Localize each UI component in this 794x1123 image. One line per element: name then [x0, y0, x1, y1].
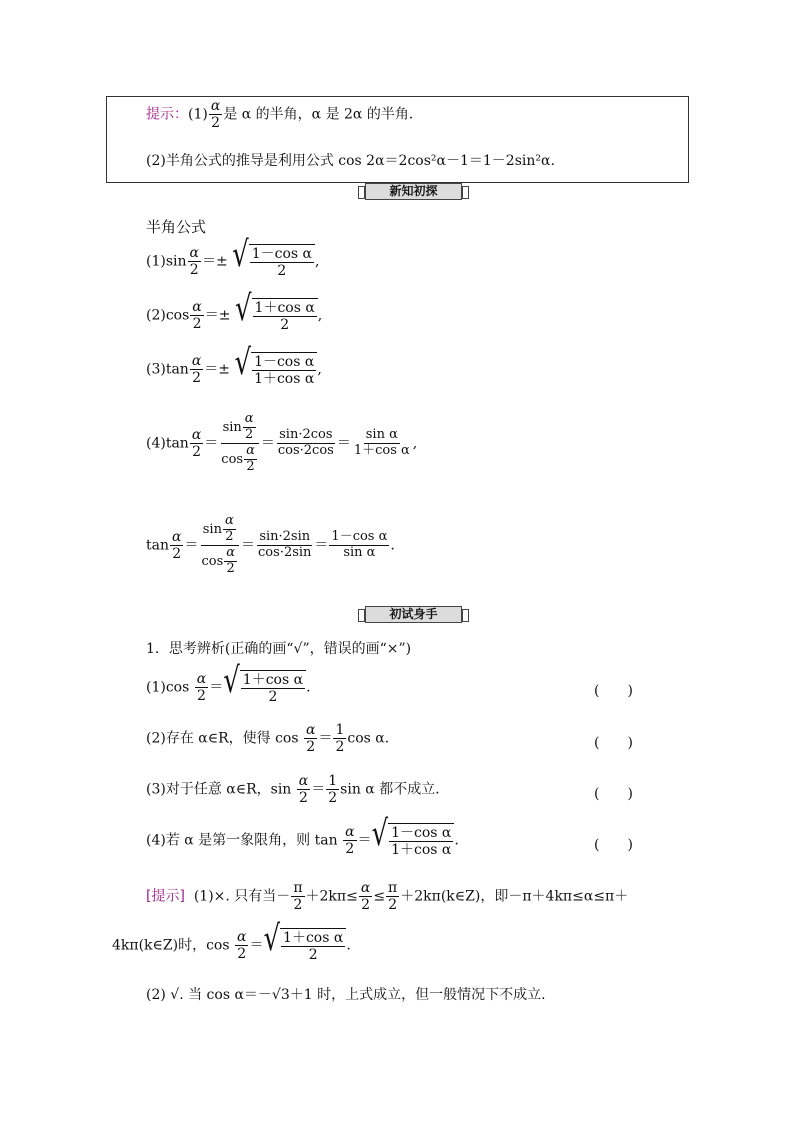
answer-blank-2[interactable]: ( ) — [594, 735, 633, 751]
answer-line-2: 4kπ(k∈Z)时，cos $\frac{\alpha}{2}$ ＝ √ $\frac{\text{1＋cos α}}{2}$ . — [112, 919, 351, 964]
section-banner-new-knowledge: 新知初探 — [365, 183, 462, 200]
sqrt-symbol: √ $\frac{\text{1－cos α}}{2}$ — [232, 244, 315, 279]
sqrt-symbol: √ $\frac{\text{1＋cos α}}{2}$ — [263, 928, 346, 963]
sqrt-symbol: √ $\frac{\text{1＋cos α}}{2}$ — [223, 670, 306, 705]
half-angle-fraction: $\frac{\alpha}{2}$ — [210, 98, 221, 132]
question-3: (3)对于任意 α∈R，sin $\frac{\alpha}{2}$ ＝ $\frac{1}{2}$ sin α 都不成立． — [146, 773, 450, 807]
formula-4: (4)tan $\frac{\alpha}{2}$ ＝ sin $\frac{\alpha}{2}$ cos $\frac{\alpha}{2}$ ＝ $\frac{\sin\cdot 2\cos}{\cos\cdot 2\cos}$ ＝ $\frac{\text{sin α}}{\text{1＋cos α}}$ , — [146, 411, 418, 474]
answer-blank-3[interactable]: ( ) — [594, 786, 633, 802]
question-4: (4)若 α 是第一象限角，则 tan $\frac{\alpha}{2}$ ＝ √ $\frac{\text{1－cos α}}{\text{1＋cos α}}$ . — [146, 814, 459, 859]
hint-line-2: (2)半角公式的推导是利用公式 cos 2α＝2cos²α－1＝1－2sin²α. — [146, 153, 555, 169]
formula-2: (2)cos $\frac{\alpha}{2}$ ＝± √ $\frac{\text{1＋cos α}}{2}$ , — [146, 289, 323, 334]
sqrt-symbol: √ $\frac{\text{1－cos α}}{\text{1＋cos α}}$ — [234, 352, 317, 387]
answer-label: [提示] — [146, 888, 185, 905]
hint-label: 提示： — [146, 106, 188, 123]
section-banner-first-try: 初试身手 — [365, 606, 462, 623]
question-2: (2)存在 α∈R，使得 cos $\frac{\alpha}{2}$ ＝ $\frac{1}{2}$ cos α. — [146, 722, 390, 756]
hint-line-1-text: 是 α 的半角，α 是 2α 的半角． — [223, 106, 423, 123]
answer-line-1: [提示] (1)×. 只有当－ $\frac{\pi}{2}$ ＋2kπ≤ $\frac{\alpha}{2}$ ≤ $\frac{\pi}{2}$ ＋2kπ(k∈Z)，即－π＋4kπ≤α≤π＋ — [146, 880, 629, 914]
sqrt-symbol: √ $\frac{\text{1－cos α}}{\text{1＋cos α}}$ — [372, 823, 455, 858]
question-1: (1)cos $\frac{\alpha}{2}$ ＝ √ $\frac{\text{1＋cos α}}{2}$ . — [146, 661, 311, 706]
answer-line-3: (2) √. 当 cos α＝－√3＋1 时，上式成立，但一般情况下不成立. — [146, 987, 546, 1003]
exercise-title: 1．思考辨析(正确的画“√”，错误的画“×”) — [146, 641, 412, 657]
formula-5: tan $\frac{\alpha}{2}$ ＝ sin $\frac{\alpha}{2}$ cos $\frac{\alpha}{2}$ ＝ $\frac{\sin\cdot 2\sin}{\cos\cdot 2\sin}$ ＝ $\frac{\text{1－cos α}}{\text{sin α}}$ . — [146, 513, 395, 576]
formula-1: (1)sin $\frac{\alpha}{2}$ ＝± √ $\frac{\text{1－cos α}}{2}$ , — [146, 235, 320, 280]
formula-3: (3)tan $\frac{\alpha}{2}$ ＝± √ $\frac{\text{1－cos α}}{\text{1＋cos α}}$ , — [146, 343, 322, 388]
section-title: 半角公式 — [146, 218, 207, 236]
hint-line-1 — [146, 98, 423, 131]
answer-blank-1[interactable]: ( ) — [594, 683, 633, 699]
hint-index: (1) — [188, 106, 208, 123]
answer-blank-4[interactable]: ( ) — [594, 837, 633, 853]
sqrt-symbol: √ $\frac{\text{1＋cos α}}{2}$ — [235, 298, 318, 333]
